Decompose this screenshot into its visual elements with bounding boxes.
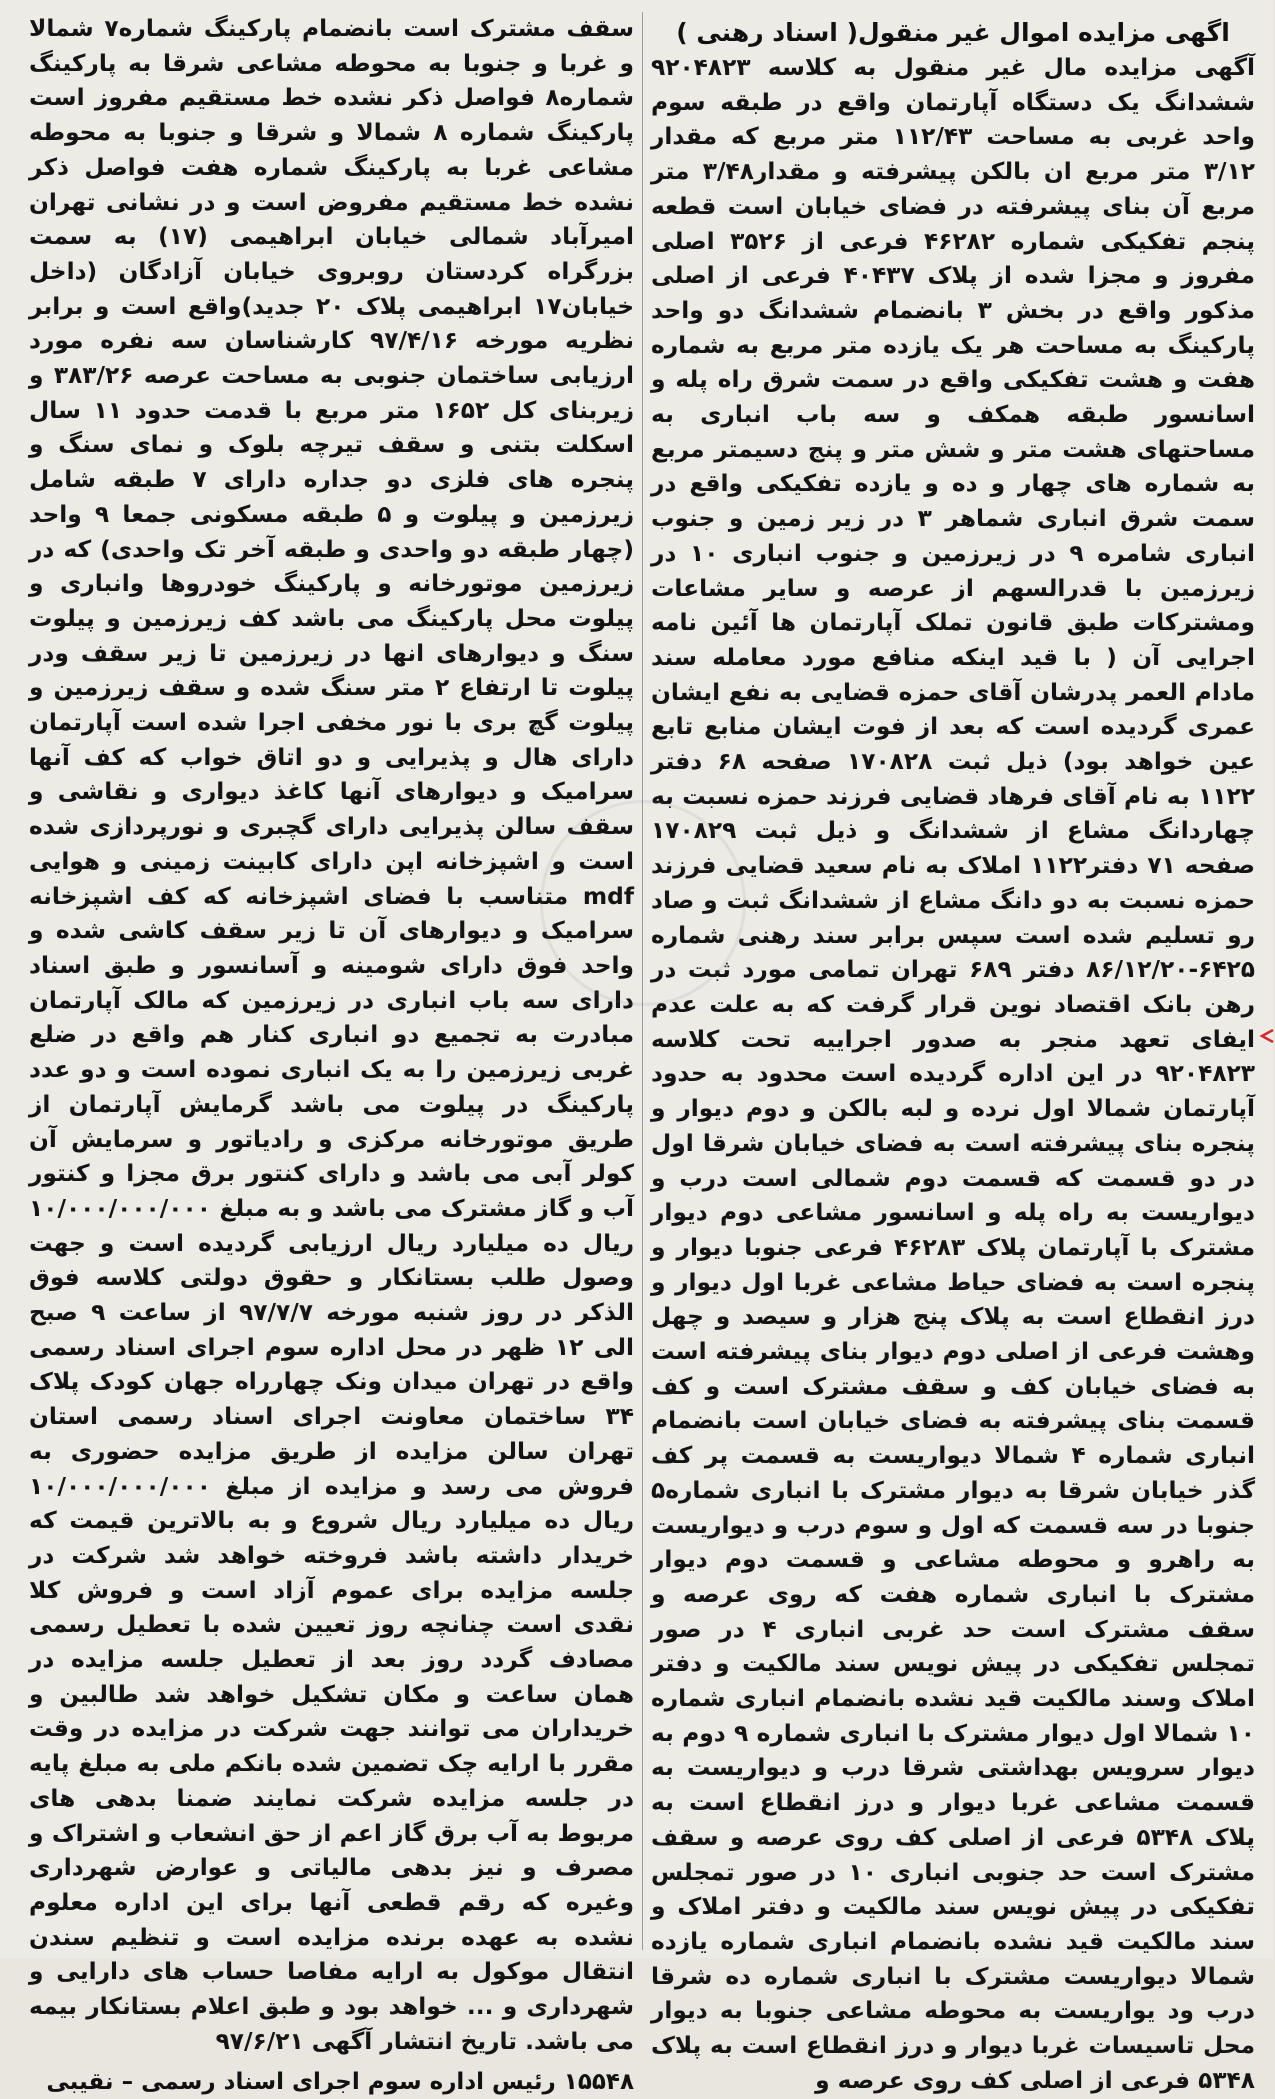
notice-title: اگهی مزایده اموال غیر منقول( اسناد رهنی ) xyxy=(676,18,1230,47)
left-column-text: سقف مشترک است بانضمام پارکینگ شماره۷ شمالا و غربا و جنوبا به محوطه مشاعی شرقا به پارکینگ شماره۸ فواصل ذکر نشده خط مستقیم مفروز است پارکینگ شماره ۸ شمالا و شرقا و جنوبا به محوطه مشاعی غربا به پارکینگ شماره هفت فواصل ذکر نشده خط مستقیم مفروض است و در نشانی تهران امیرآباد شمالی خیابان ابراهیمی (۱۷) به سمت بزرگراه کردستان روبروی خیابان آزادگان (داخل خیابان۱۷ ابراهیمی پلاک ۲۰ جدید)واقع است و برابر نظریه مورخه ۹۷/۴/۱۶ کارشناسان سه نفره مورد ارزیابی ساختمان جنوبی به مساحت عرصه ۳۸۳/۲۶ و زیربنای کل ۱۶۵۲ متر مربع با قدمت حدود ۱۱ سال اسکلت بتنی و سقف تیرچه بلوک و نمای سنگ و پنجره های فلزی دو جداره دارای ۷ طبقه شامل زیرزمین و پیلوت و ۵ طبقه مسکونی جمعا ۹ واحد (چهار طبقه دو واحدی و طبقه آخر تک واحدی) که در زیرزمین موتورخانه و پارکینگ خودروها وانباری و پیلوت محل پارکینگ می باشد کف زیرزمین و پیلوت سنگ و دیوارهای انها در زیرزمین تا زیر سقف ودر پیلوت تا ارتفاع ۲ متر سنگ شده و سقف زیرزمین و پیلوت گچ بری با نور مخفی اجرا شده است آپارتمان دارای هال و پذیرایی و دو اتاق خواب که کف آنها سرامیک و دیوارهای آنها کاغذ دیواری و نقاشی و سقف سالن پذیرایی دارای گچبری و نورپردازی شده است و اشپزخانه اپن دارای کابینت زمینی و هوایی mdf متناسب با فضای اشپزخانه که کف اشپزخانه سرامیک و دیوارهای آن تا زیر سقف کاشی شده و واحد فوق دارای شومینه و آسانسور و طبق اسناد دارای سه باب انباری در زیرزمین که مالک آپارتمان مبادرت به تجمیع دو انباری کنار هم واقع در ضلع غربی زیرزمین را به یک انباری نموده است و دو عدد پارکینگ در پیلوت می باشد گرمایش آپارتمان از طریق موتورخانه مرکزی و رادیاتور و سرمایش آن کولر آبی می باشد و دارای کنتور برق مجزا و کنتور آب و گاز مشترک می باشد و به مبلغ ۱۰/۰۰۰/۰۰۰/۰۰۰ ریال ده میلیارد ریال ارزیابی گردیده است و جهت وصول طلب بستانکار و حقوق دولتی کلاسه فوق الذکر در روز شنبه مورخه ۹۷/۷/۷ از ساعت ۹ صبح الی ۱۲ ظهر در محل اداره سوم اجرای اسناد رسمی واقع در تهران میدان ونک چهارراه جهان کودک پلاک ۳۴ ساختمان معاونت اجرای اسناد رسمی استان تهران سالن مزایده از طریق مزایده حضوری به فروش می رسد و مزایده از مبلغ ۱۰/۰۰۰/۰۰۰/۰۰۰ ریال ده میلیارد ریال شروع و به بالاترین قیمت که خریدار داشته باشد فروخته خواهد شد شرکت در جلسه مزایده برای عموم آزاد است و فروش کلا نقدی است چنانچه روز تعیین شده با تعطیل رسمی مصادف گردد روز بعد از تعطیل جلسه مزایده در همان ساعت و مکان تشکیل خواهد شد طالبین و خریداران می توانند جهت شرکت در مزایده در وقت مقرر با ارایه چک تضمین شده بانکم ملی به مبلغ پایه در جلسه مزایده شرکت نمایند ضمنا بدهی های مربوط به آب برق گاز اعم از حق انشعاب و اشتراک و مصرف و نیز بدهی مالیاتی و عوارض شهرداری وغیره که رقم قطعی آنها برای این اداره معلوم نشده به عهده برنده مزایده است و تنظیم سندن انتقال موکول به ارایه مفاصا حساب های دارایی و شهرداری و ... خواهد بود و طبق اعلام بستانکار بیمه می باشد. تاریخ انتشار آگهی ۹۷/۶/۲۱ xyxy=(29,15,635,2055)
notice-columns xyxy=(10,12,1263,2096)
signature-line: ۱۵۵۴۸ رئیس اداره سوم اجرای اسناد رسمی – نقیبی xyxy=(46,2069,634,2096)
right-column xyxy=(642,12,1263,2094)
red-margin-mark-icon xyxy=(1259,1028,1275,1044)
left-column xyxy=(21,12,642,2096)
right-column-text: آگهی مزایده مال غیر منقول به کلاسه ۹۲۰۴۸۲۳ ششدانگ یک دستگاه آپارتمان واقع در طبقه سوم واحد غربی به مساحت ۱۱۲/۴۳ متر مربع که مقدار ۳/۱۲ متر مربع ان بالکن پیشرفته و مقدار۳/۴۸ متر مربع آن بنای پیشرفته در فضای خیابان است قطعه پنجم تفکیکی شماره ۴۶۲۸۲ فرعی از ۳۵۲۶ اصلی مفروز و مجزا شده از پلاک ۴۰۴۳۷ فرعی از اصلی مذکور واقع در بخش ۳ بانضمام ششدانگ دو واحد پارکینگ به مساحت هر یک یازده متر مربع به شماره هفت و هشت تفکیکی واقع در سمت شرق راه پله و اسانسور طبقه همکف و سه باب انباری به مساحتهای هشت متر و شش متر و پنج دسیمتر مربع به شماره های چهار و ده و یازده تفکیکی واقع در سمت شرق انباری شماهر ۳ در زیر زمین و جنوب انباری شامره ۹ در زیرزمین و جنوب انباری ۱۰ در زیرزمین با قدرالسهم از عرصه و سایر مشاعات ومشترکات طبق قانون تملک آپارتمان ها آئین نامه اجرایی آن ( با قید اینکه منافع مورد معامله سند مادام العمر پدرشان آقای حمزه قضایی به نفع ایشان عمری گردیده است که بعد از فوت ایشان منابع تابع عین خواهد بود) ذیل ثبت ۱۷۰۸۲۸ صفحه ۶۸ دفتر ۱۱۲۲ به نام آقای فرهاد قضایی فرزند حمزه نسبت به چهاردانگ مشاع از ششدانگ و ذیل ثبت ۱۷۰۸۲۹ صفحه ۷۱ دفتر۱۱۲۲ املاک به نام سعید قضایی فرزند حمزه نسبت به دو دانگ مشاع از ششدانگ ثبت و صاد رو تسلیم شده است سپس برابر سند رهنی شماره ۶۴۲۵-۸۶/۱۲/۲۰ دفتر ۶۸۹ تهران تمامی مورد ثبت در رهن بانک اقتصاد نوین قرار گرفت که به علت عدم ایفای تعهد منجر به صدور اجراییه تحت کلاسه ۹۲۰۴۸۲۳ در این اداره گردیده است محدود به حدود آپارتمان شمالا اول نرده و لبه بالکن و دوم دیوار و پنجره بنای پیشرفته است به فضای خیابان شرقا اول در دو قسمت که قسمت دوم شمالی است درب و دیواریست به راه پله و اسانسور مشاعی دوم دیوار مشترک با آپارتمان پلاک ۴۶۲۸۳ فرعی جنوبا دیوار و پنجره است به فضای حیاط مشاعی غربا اول دیوار و درز انقطاع است به پلاک پنج هزار و سیصد و چهل وهشت فرعی از اصلی دوم دیوار بنای پیشرفته است به فضای خیابان کف و سقف مشترک است و کف قسمت بنای پیشرفته به فضای خیابان است بانضمام انباری شماره ۴ شمالا دیواریست به قسمت پر کف گذر خیابان شرقا به دیوار مشترک با انباری شماره۵ جنوبا در سه قسمت که اول و سوم درب و دیواریست به راهرو و محوطه مشاعی و قسمت دوم دیوار مشترک با انباری شماره هفت که روی عرصه و سقف مشترک است حد غربی انباری ۴ در صور تمجلس تفکیکی در پیش نویس سند مالکیت و دفتر املاک وسند مالکیت قید نشده بانضمام انباری شماره ۱۰ شمالا اول دیوار مشترک با انباری شماره ۹ دوم به دیوار سرویس بهداشتی شرقا درب و دیواریست به قسمت مشاعی غربا دیوار و درز انقطاع است به پلاک ۵۳۴۸ فرعی از اصلی کف روی عرصه و سقف مشترک است حد جنوبی انباری ۱۰ در صور تمجلس تفکیکی در پیش نویس سند مالکیت و دفتر املاک و سند مالکیت قید نشده بانضمام انباری شماره یازده شمالا دیواریست مشترک با انباری شماره ده شرقا درب ود یواریست به محوطه مشاعی جنوبا به دیوار محل تاسیسات غربا دیوار و درز انقطاع است به پلاک ۵۳۴۸ فرعی از اصلی کف روی عرصه و xyxy=(651,54,1256,2094)
